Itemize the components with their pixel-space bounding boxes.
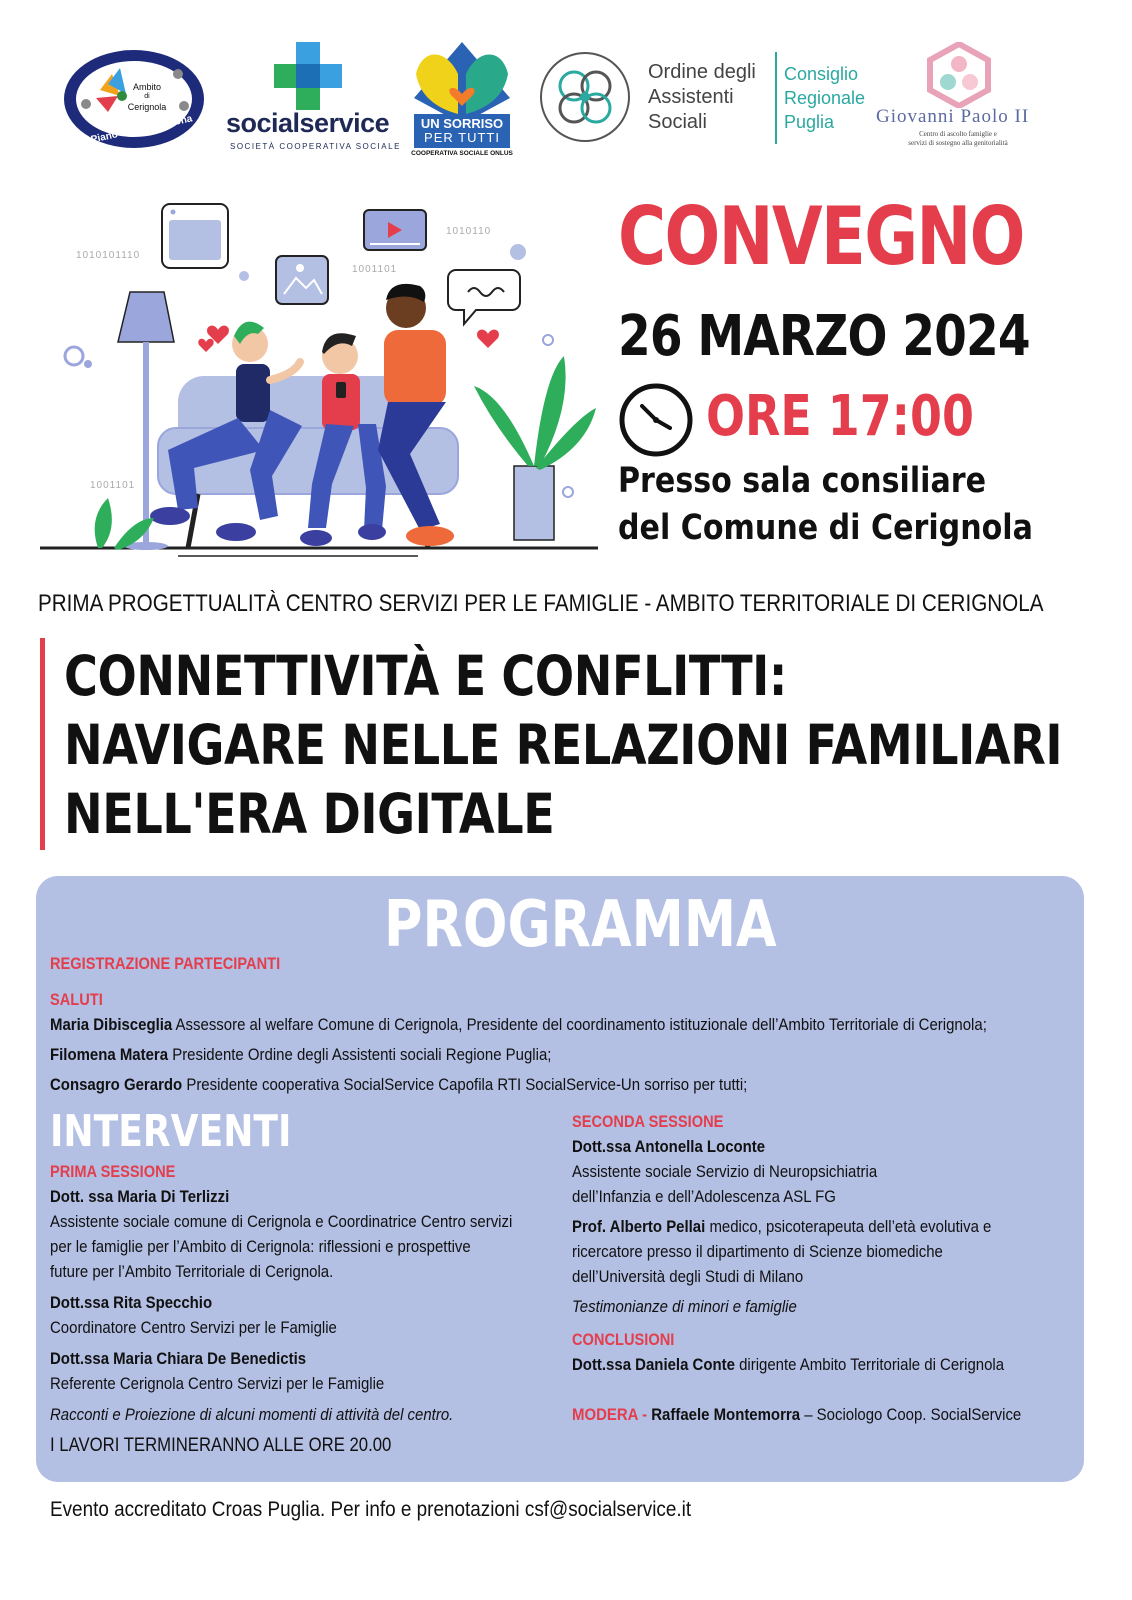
- speaker-desc: dell’Infanzia e dell’Adolescenza ASL FG: [572, 1187, 836, 1206]
- logo-socialservice: [226, 42, 401, 154]
- logo-consiglio-line3: Puglia: [784, 112, 835, 132]
- headline-line2: NAVIGARE NELLE RELAZIONI FAMILIARI: [64, 713, 1063, 777]
- speaker-name: Raffaele Montemorra: [651, 1405, 801, 1424]
- headline-line3: NELL'ERA DIGITALE: [64, 782, 555, 846]
- logo-giovanni-name: Giovanni Paolo II: [876, 106, 1030, 127]
- saluti-item: [50, 1012, 987, 1037]
- logo-ambito-line2: di: [144, 93, 150, 100]
- logo-ambito-line3: Cerignola: [127, 102, 167, 112]
- program-end: I LAVORI TERMINERANNO ALLE ORE 20.00: [50, 1435, 392, 1456]
- seconda-note: Testimonianze di minori e famiglie: [572, 1297, 797, 1316]
- logo-socialservice-tagline: SOCIETÀ COOPERATIVA SOCIALE: [230, 142, 401, 151]
- binary-text-3: 1001101: [352, 264, 398, 275]
- logo-ambito-ring: Piano Sociale di Zona: [89, 113, 194, 146]
- saluti-label: SALUTI: [50, 990, 103, 1009]
- event-place: [618, 458, 1033, 552]
- speaker-desc: medico, psicoterapeuta dell’età evolutiva e: [705, 1217, 992, 1236]
- speaker-desc: Referente Cerignola Centro Servizi per le Famiglie: [50, 1374, 385, 1393]
- registration-label: REGISTRAZIONE PARTECIPANTI: [50, 954, 281, 973]
- speaker-name: Dott.ssa Daniela Conte: [572, 1355, 735, 1374]
- saluti-name: Maria Dibisceglia: [50, 1015, 173, 1034]
- speaker-desc: per le famiglie per l’Ambito di Cerignola: riflessioni e prospettive: [50, 1237, 471, 1256]
- prima-note: Racconti e Proiezione di alcuni momenti di attività del centro.: [50, 1405, 454, 1424]
- speaker-desc: dirigente Ambito Territoriale di Cerignola: [734, 1355, 1005, 1374]
- speaker-desc: Assistente sociale Servizio di Neuropsichiatria: [572, 1162, 878, 1181]
- event-time: ORE 17:00: [706, 384, 974, 449]
- speaker-name: Dott.ssa Antonella Loconte: [572, 1137, 766, 1156]
- logo-ambito-cerignola: [60, 46, 208, 152]
- clock-icon: [618, 382, 694, 458]
- prima-sessione: [50, 1184, 512, 1458]
- logo-sorriso: [402, 38, 522, 158]
- saluti-role: Presidente cooperativa SocialService Capofila RTI SocialService-Un sorriso per tutti;: [182, 1075, 748, 1094]
- logo-sorriso-tagline: COOPERATIVA SOCIALE ONLUS: [411, 150, 513, 157]
- speaker-name: Dott.ssa Rita Specchio: [50, 1293, 213, 1312]
- logo-sorriso-line2: PER TUTTI: [424, 130, 500, 145]
- speaker-desc: Coordinatore Centro Servizi per le Famiglie: [50, 1318, 337, 1337]
- conclusioni-label: CONCLUSIONI: [572, 1330, 675, 1349]
- speaker-name: Prof. Alberto Pellai: [572, 1217, 706, 1236]
- headline: [64, 642, 1062, 849]
- logo-consiglio-line1: Consiglio: [784, 64, 859, 84]
- seconda-sessione-label: SECONDA SESSIONE: [572, 1112, 724, 1131]
- saluti-name: Filomena Matera: [50, 1045, 169, 1064]
- headline-line1: CONNETTIVITÀ E CONFLITTI:: [64, 644, 788, 708]
- saluti-role: Assessore al welfare Comune di Cerignola, Presidente del coordinamento istituzionale dell’Ambito Territoriale di Cerignola;: [172, 1015, 987, 1034]
- logo-sorriso-line1: UN SORRISO: [420, 116, 504, 131]
- saluti-item: [50, 1072, 747, 1097]
- speaker-desc: ricercatore presso il dipartimento di Scienze biomediche: [572, 1242, 943, 1261]
- logo-ordine-line1: Ordine degli: [648, 61, 756, 83]
- saluti-name: Consagro Gerardo: [50, 1075, 183, 1094]
- logo-giovanni-paolo: [870, 42, 1050, 154]
- family-illustration: [38, 196, 600, 558]
- logo-ordine-line3: Sociali: [648, 111, 707, 133]
- program-title: PROGRAMMA: [384, 888, 777, 962]
- logo-giovanni-tag1: Centro di ascolto famiglie e: [919, 130, 997, 138]
- binary-text-2: 1010110: [446, 226, 492, 237]
- logo-ordine-line2: Assistenti: [648, 86, 734, 108]
- logo-consiglio-line2: Regionale: [784, 88, 866, 108]
- speaker-desc: Assistente sociale comune di Cerignola e Coordinatrice Centro servizi: [50, 1212, 513, 1231]
- logo-giovanni-tag2: servizi di sostegno alla genitorialità: [908, 139, 1008, 147]
- speaker-desc: future per l’Ambito Territoriale di Cerignola.: [50, 1262, 334, 1281]
- logo-divider: [775, 52, 777, 144]
- logo-ordine-icon: [538, 50, 632, 144]
- modera-item: [572, 1402, 1021, 1427]
- logo-socialservice-name: socialservice: [226, 108, 390, 138]
- seconda-sessione: [572, 1134, 991, 1319]
- speaker-name: Dott. ssa Maria Di Terlizzi: [50, 1187, 230, 1206]
- modera-label: MODERA -: [572, 1405, 652, 1424]
- logo-consiglio-text: [784, 62, 865, 134]
- footer-info: Evento accreditato Croas Puglia. Per info e prenotazioni csf@socialservice.it: [50, 1498, 692, 1521]
- prima-sessione-label: PRIMA SESSIONE: [50, 1162, 176, 1181]
- speaker-desc: dell’Università degli Studi di Milano: [572, 1267, 804, 1286]
- logo-ordine-text: [648, 60, 756, 135]
- speaker-desc: – Sociologo Coop. SocialService: [800, 1405, 1022, 1424]
- headline-accent-bar: [40, 638, 45, 850]
- logo-ambito-line1: Ambito: [132, 82, 161, 92]
- interventi-title: INTERVENTI: [50, 1106, 292, 1157]
- project-subtitle: PRIMA PROGETTUALITÀ CENTRO SERVIZI PER LE FAMIGLIE - AMBITO TERRITORIALE DI CERIGNOLA: [38, 590, 1044, 617]
- binary-text-4: 1001101: [90, 480, 136, 491]
- event-date: 26 MARZO 2024: [618, 304, 1030, 369]
- saluti-role: Presidente Ordine degli Assistenti sociali Regione Puglia;: [168, 1045, 552, 1064]
- conclusioni-item: [572, 1352, 1004, 1377]
- binary-text-1: 1010101110: [76, 250, 141, 261]
- saluti-item: [50, 1042, 551, 1067]
- event-place-line1: Presso sala consiliare: [618, 461, 987, 501]
- event-place-line2: del Comune di Cerignola: [618, 508, 1033, 548]
- event-title: CONVEGNO: [618, 190, 1024, 283]
- speaker-name: Dott.ssa Maria Chiara De Benedictis: [50, 1349, 307, 1368]
